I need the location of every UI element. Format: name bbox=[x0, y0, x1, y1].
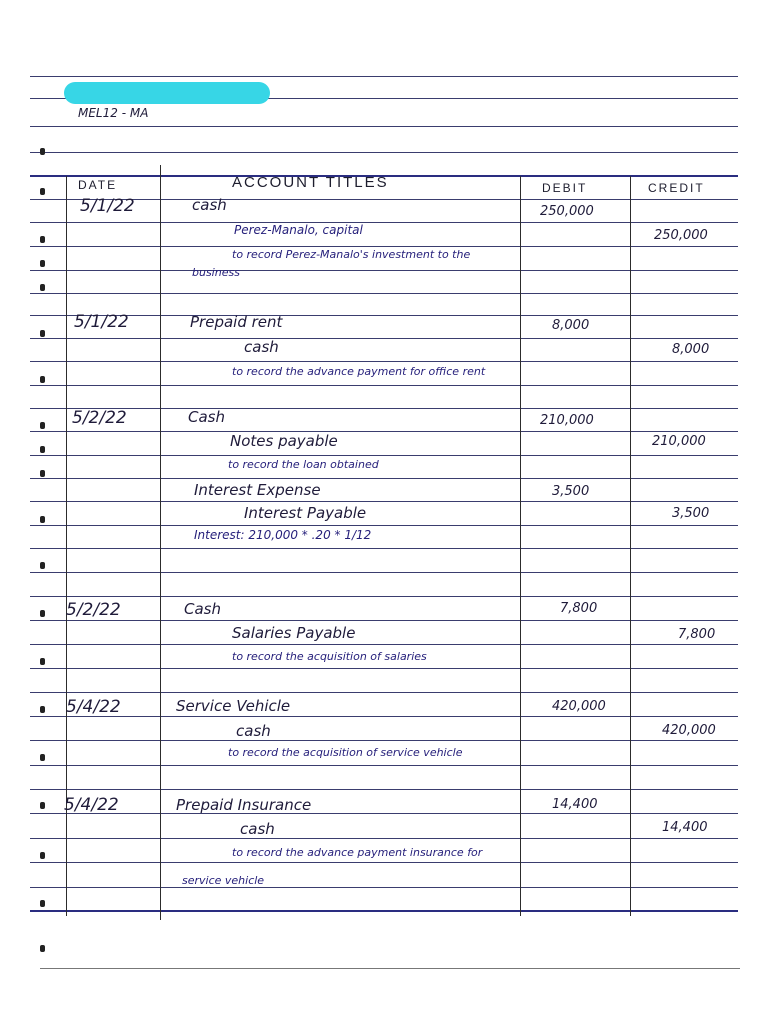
entry-date: 5/4/22 bbox=[66, 697, 121, 717]
binder-hole bbox=[40, 330, 45, 337]
ruled-line bbox=[30, 501, 738, 502]
credit-amount: 250,000 bbox=[654, 228, 708, 243]
binder-hole bbox=[40, 446, 45, 453]
ruled-line bbox=[30, 862, 738, 863]
ruled-line bbox=[30, 455, 738, 456]
debit-account: Cash bbox=[184, 600, 221, 618]
debit-amount: 250,000 bbox=[540, 204, 594, 219]
debit-account: Prepaid Insurance bbox=[176, 796, 312, 814]
entry-date: 5/4/22 bbox=[64, 795, 119, 815]
debit-amount: 7,800 bbox=[560, 601, 598, 616]
credit-amount: 14,400 bbox=[662, 820, 708, 835]
binder-hole bbox=[40, 470, 45, 477]
ruled-line bbox=[30, 246, 738, 247]
credit-account: cash bbox=[240, 820, 275, 838]
entry-date: 5/2/22 bbox=[66, 600, 121, 620]
ruled-line bbox=[30, 431, 738, 432]
ruled-line bbox=[30, 644, 738, 645]
entry-note: to record the advance payment insurance for bbox=[232, 846, 483, 859]
ruled-line bbox=[30, 478, 738, 479]
binder-hole bbox=[40, 516, 45, 523]
binder-hole bbox=[40, 236, 45, 243]
credit-column-header: CREDIT bbox=[648, 181, 705, 195]
credit-amount: 3,500 bbox=[672, 506, 710, 521]
entry-note: to record the loan obtained bbox=[228, 458, 379, 471]
ruled-line bbox=[30, 126, 738, 127]
binder-hole bbox=[40, 658, 45, 665]
entry-date: 5/2/22 bbox=[72, 408, 127, 428]
ruled-line bbox=[30, 789, 738, 790]
binder-hole bbox=[40, 284, 45, 291]
credit-account: cash bbox=[244, 338, 279, 356]
debit-account: Cash bbox=[188, 408, 225, 426]
debit-amount: 420,000 bbox=[552, 699, 606, 714]
ruled-line bbox=[30, 293, 738, 294]
entry-note: to record the acquisition of salaries bbox=[232, 650, 427, 663]
entry-date: 5/1/22 bbox=[80, 196, 135, 216]
debit-account: Interest Expense bbox=[194, 481, 321, 499]
ruled-line bbox=[30, 838, 738, 839]
debit-column-header: DEBIT bbox=[542, 181, 588, 195]
debit-amount: 210,000 bbox=[540, 413, 594, 428]
debit-account: Prepaid rent bbox=[190, 313, 283, 331]
credit-account: cash bbox=[236, 722, 271, 740]
redacted-name-highlight bbox=[64, 82, 270, 104]
credit-amount: 8,000 bbox=[672, 342, 710, 357]
ruled-line bbox=[30, 740, 738, 741]
entry-note: service vehicle bbox=[182, 874, 265, 887]
debit-account: Service Vehicle bbox=[176, 697, 291, 715]
ruled-line bbox=[30, 222, 738, 223]
page-bottom-line bbox=[40, 968, 740, 969]
ruled-line bbox=[30, 572, 738, 573]
ruled-line bbox=[30, 525, 738, 526]
ruled-line bbox=[30, 361, 738, 362]
entry-note: to record the acquisition of service vehicle bbox=[228, 746, 463, 759]
binder-hole bbox=[40, 945, 45, 952]
ruled-line bbox=[30, 408, 738, 409]
binder-hole bbox=[40, 900, 45, 907]
ruled-line bbox=[30, 548, 738, 549]
ruled-line bbox=[30, 385, 738, 386]
binder-hole bbox=[40, 148, 45, 155]
ruled-line bbox=[30, 668, 738, 669]
credit-column-divider bbox=[630, 176, 631, 916]
credit-account: Interest Payable bbox=[244, 504, 367, 522]
ruled-line bbox=[30, 620, 738, 621]
credit-amount: 420,000 bbox=[662, 723, 716, 738]
debit-amount: 8,000 bbox=[552, 318, 590, 333]
binder-hole bbox=[40, 562, 45, 569]
ruled-line bbox=[30, 152, 738, 153]
ruled-line bbox=[30, 596, 738, 597]
debit-column-divider bbox=[520, 176, 521, 916]
binder-hole bbox=[40, 706, 45, 713]
binder-hole bbox=[40, 422, 45, 429]
ruled-line bbox=[30, 270, 738, 271]
ruled-line bbox=[30, 813, 738, 814]
binder-hole bbox=[40, 376, 45, 383]
entry-note: to record Perez-Manalo's investment to the bbox=[232, 248, 471, 261]
account-titles-column-header: ACCOUNT TITLES bbox=[232, 174, 389, 191]
entry-date: 5/1/22 bbox=[74, 312, 129, 332]
entry-note: to record the advance payment for office rent bbox=[232, 365, 486, 378]
binder-hole bbox=[40, 610, 45, 617]
credit-account: Salaries Payable bbox=[232, 624, 356, 642]
debit-account: cash bbox=[192, 196, 227, 214]
ruled-line bbox=[30, 887, 738, 888]
date-column-divider bbox=[160, 165, 161, 920]
binder-hole bbox=[40, 260, 45, 267]
ruled-line bbox=[30, 315, 738, 316]
section-code: MEL12 - MA bbox=[78, 106, 149, 120]
credit-account: Notes payable bbox=[230, 432, 338, 450]
ruled-line bbox=[30, 199, 738, 200]
debit-amount: 3,500 bbox=[552, 484, 590, 499]
ruled-line bbox=[30, 338, 738, 339]
ruled-line bbox=[30, 76, 738, 77]
binder-hole bbox=[40, 754, 45, 761]
credit-amount: 210,000 bbox=[652, 434, 706, 449]
table-bottom-line bbox=[30, 910, 738, 912]
debit-amount: 14,400 bbox=[552, 797, 598, 812]
binder-hole bbox=[40, 188, 45, 195]
interest-calculation: Interest: 210,000 * .20 * 1/12 bbox=[194, 528, 372, 542]
binder-hole bbox=[40, 852, 45, 859]
ruled-line bbox=[30, 692, 738, 693]
date-column-header: DATE bbox=[78, 178, 118, 192]
binder-hole bbox=[40, 802, 45, 809]
ruled-line bbox=[30, 765, 738, 766]
entry-note: business bbox=[192, 266, 240, 279]
credit-amount: 7,800 bbox=[678, 627, 716, 642]
ruled-line bbox=[30, 716, 738, 717]
credit-account: Perez-Manalo, capital bbox=[234, 223, 363, 237]
